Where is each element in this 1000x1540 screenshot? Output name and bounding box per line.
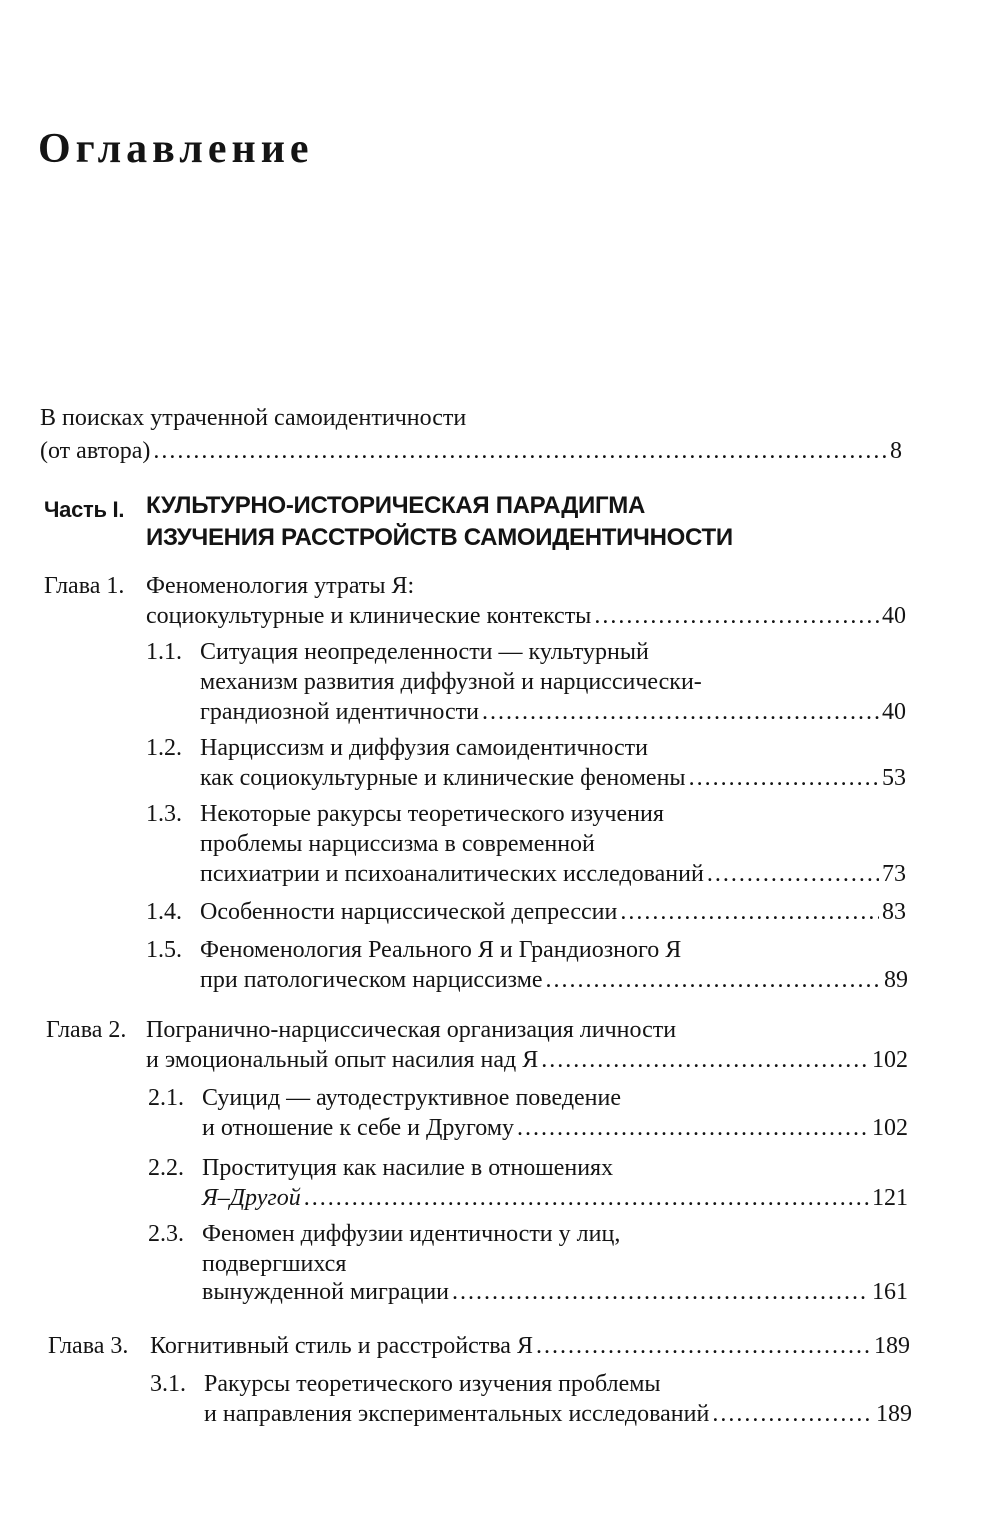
section-number: 1.5.	[146, 937, 182, 963]
chapter-label: Глава 3.	[48, 1333, 129, 1359]
toc-page-number: 89	[884, 967, 908, 993]
section-title-line: Особенности нарциссической депрессии	[200, 899, 618, 925]
dot-leader	[689, 762, 879, 794]
dot-leader	[594, 600, 879, 632]
section-title-line: как социокультурные и клинические феномены	[200, 765, 686, 791]
section-title-line: Феномен диффузии идентичности у лиц,	[202, 1221, 621, 1247]
page-title: Оглавление	[38, 126, 314, 172]
chapter-title-line1: Когнитивный стиль и расстройства Я	[150, 1333, 533, 1359]
section-number: 3.1.	[150, 1371, 186, 1397]
toc-page-number: 189	[874, 1333, 910, 1359]
section-title-line: психиатрии и психоаналитических исследований	[200, 861, 704, 887]
toc-page-number: 40	[882, 603, 906, 629]
section-entry[interactable]	[200, 896, 906, 928]
section-title-line: подвергшихся	[202, 1251, 347, 1277]
toc-page-number: 121	[872, 1185, 908, 1211]
section-title-line: Некоторые ракурсы теоретического изучения	[200, 801, 664, 827]
toc-page-number: 189	[876, 1401, 912, 1427]
section-title-line: проблемы нарциссизма в современной	[200, 831, 595, 857]
toc-page-number: 83	[882, 899, 906, 925]
dot-leader	[541, 1044, 869, 1076]
section-entry[interactable]	[202, 1276, 908, 1308]
section-title-line: вынужденной миграции	[202, 1279, 450, 1305]
dot-leader	[452, 1276, 869, 1308]
dot-leader	[712, 1398, 873, 1430]
toc-page-number: 161	[872, 1279, 908, 1305]
part-title-line2: ИЗУЧЕНИЯ РАССТРОЙСТВ САМОИДЕНТИЧНОСТИ	[146, 524, 733, 551]
section-entry[interactable]	[200, 762, 906, 794]
section-title-line: Ракурсы теоретического изучения проблемы	[204, 1371, 661, 1397]
section-title-line: Я–Другой	[202, 1185, 301, 1211]
dot-leader	[517, 1112, 869, 1144]
section-number: 1.2.	[146, 735, 182, 761]
toc-page-number: 102	[872, 1115, 908, 1141]
chapter-entry[interactable]	[146, 600, 906, 632]
section-title-line: Проституция как насилие в отношениях	[202, 1155, 614, 1181]
chapter-title-line1: Феноменология утраты Я:	[146, 573, 415, 599]
chapter-label: Глава 1.	[44, 573, 125, 599]
section-number: 2.1.	[148, 1085, 184, 1111]
dot-leader	[482, 696, 879, 728]
section-title-line: грандиозной идентичности	[200, 699, 479, 725]
dot-leader	[304, 1182, 869, 1214]
section-number: 2.2.	[148, 1155, 184, 1181]
section-title-line: Феноменология Реального Я и Грандиозного Я	[200, 937, 682, 963]
section-entry[interactable]	[200, 858, 906, 890]
toc-page-number: 53	[882, 765, 906, 791]
chapter-entry[interactable]	[146, 1044, 908, 1076]
section-title-line: Нарциссизм и диффузия самоидентичности	[200, 735, 648, 761]
chapter-title-line1: Погранично-нарциссическая организация личности	[146, 1017, 677, 1043]
dot-leader	[536, 1330, 871, 1362]
toc-page-number: 73	[882, 861, 906, 887]
section-title-line: Ситуация неопределенности — культурный	[200, 639, 649, 665]
chapter-entry[interactable]	[150, 1330, 910, 1362]
toc-intro-line1: В поисках утраченной самоидентичности	[40, 405, 467, 431]
section-title-line: Суицид — аутодеструктивное поведение	[202, 1085, 622, 1111]
toc-page-number: 8	[890, 438, 902, 464]
dot-leader	[153, 435, 887, 467]
dot-leader	[546, 964, 881, 996]
section-title-line: и отношение к себе и Другому	[202, 1115, 515, 1141]
part-label: Часть I.	[44, 497, 125, 522]
section-number: 1.3.	[146, 801, 182, 827]
chapter-title-line2: и эмоциональный опыт насилия над Я	[146, 1047, 539, 1073]
section-number: 2.3.	[148, 1221, 184, 1247]
chapter-title-line2: социокультурные и клинические контексты	[146, 603, 592, 629]
section-entry[interactable]	[200, 964, 908, 996]
section-title-line: механизм развития диффузной и нарциссически-	[200, 669, 702, 695]
toc-intro-entry[interactable]	[40, 435, 902, 467]
chapter-label: Глава 2.	[46, 1017, 127, 1043]
section-number: 1.4.	[146, 899, 182, 925]
section-entry[interactable]	[204, 1398, 912, 1430]
section-title-line: при патологическом нарциссизме	[200, 967, 543, 993]
toc-page-number: 102	[872, 1047, 908, 1073]
section-number: 1.1.	[146, 639, 182, 665]
toc-intro-line2: (от автора)	[40, 438, 151, 464]
section-entry[interactable]	[202, 1112, 908, 1144]
dot-leader	[620, 896, 879, 928]
part-title-line1: КУЛЬТУРНО-ИСТОРИЧЕСКАЯ ПАРАДИГМА	[146, 492, 645, 519]
section-entry[interactable]	[202, 1182, 908, 1214]
dot-leader	[707, 858, 879, 890]
section-entry[interactable]	[200, 696, 906, 728]
toc-page-number: 40	[882, 699, 906, 725]
section-title-line: и направления экспериментальных исследований	[204, 1401, 710, 1427]
